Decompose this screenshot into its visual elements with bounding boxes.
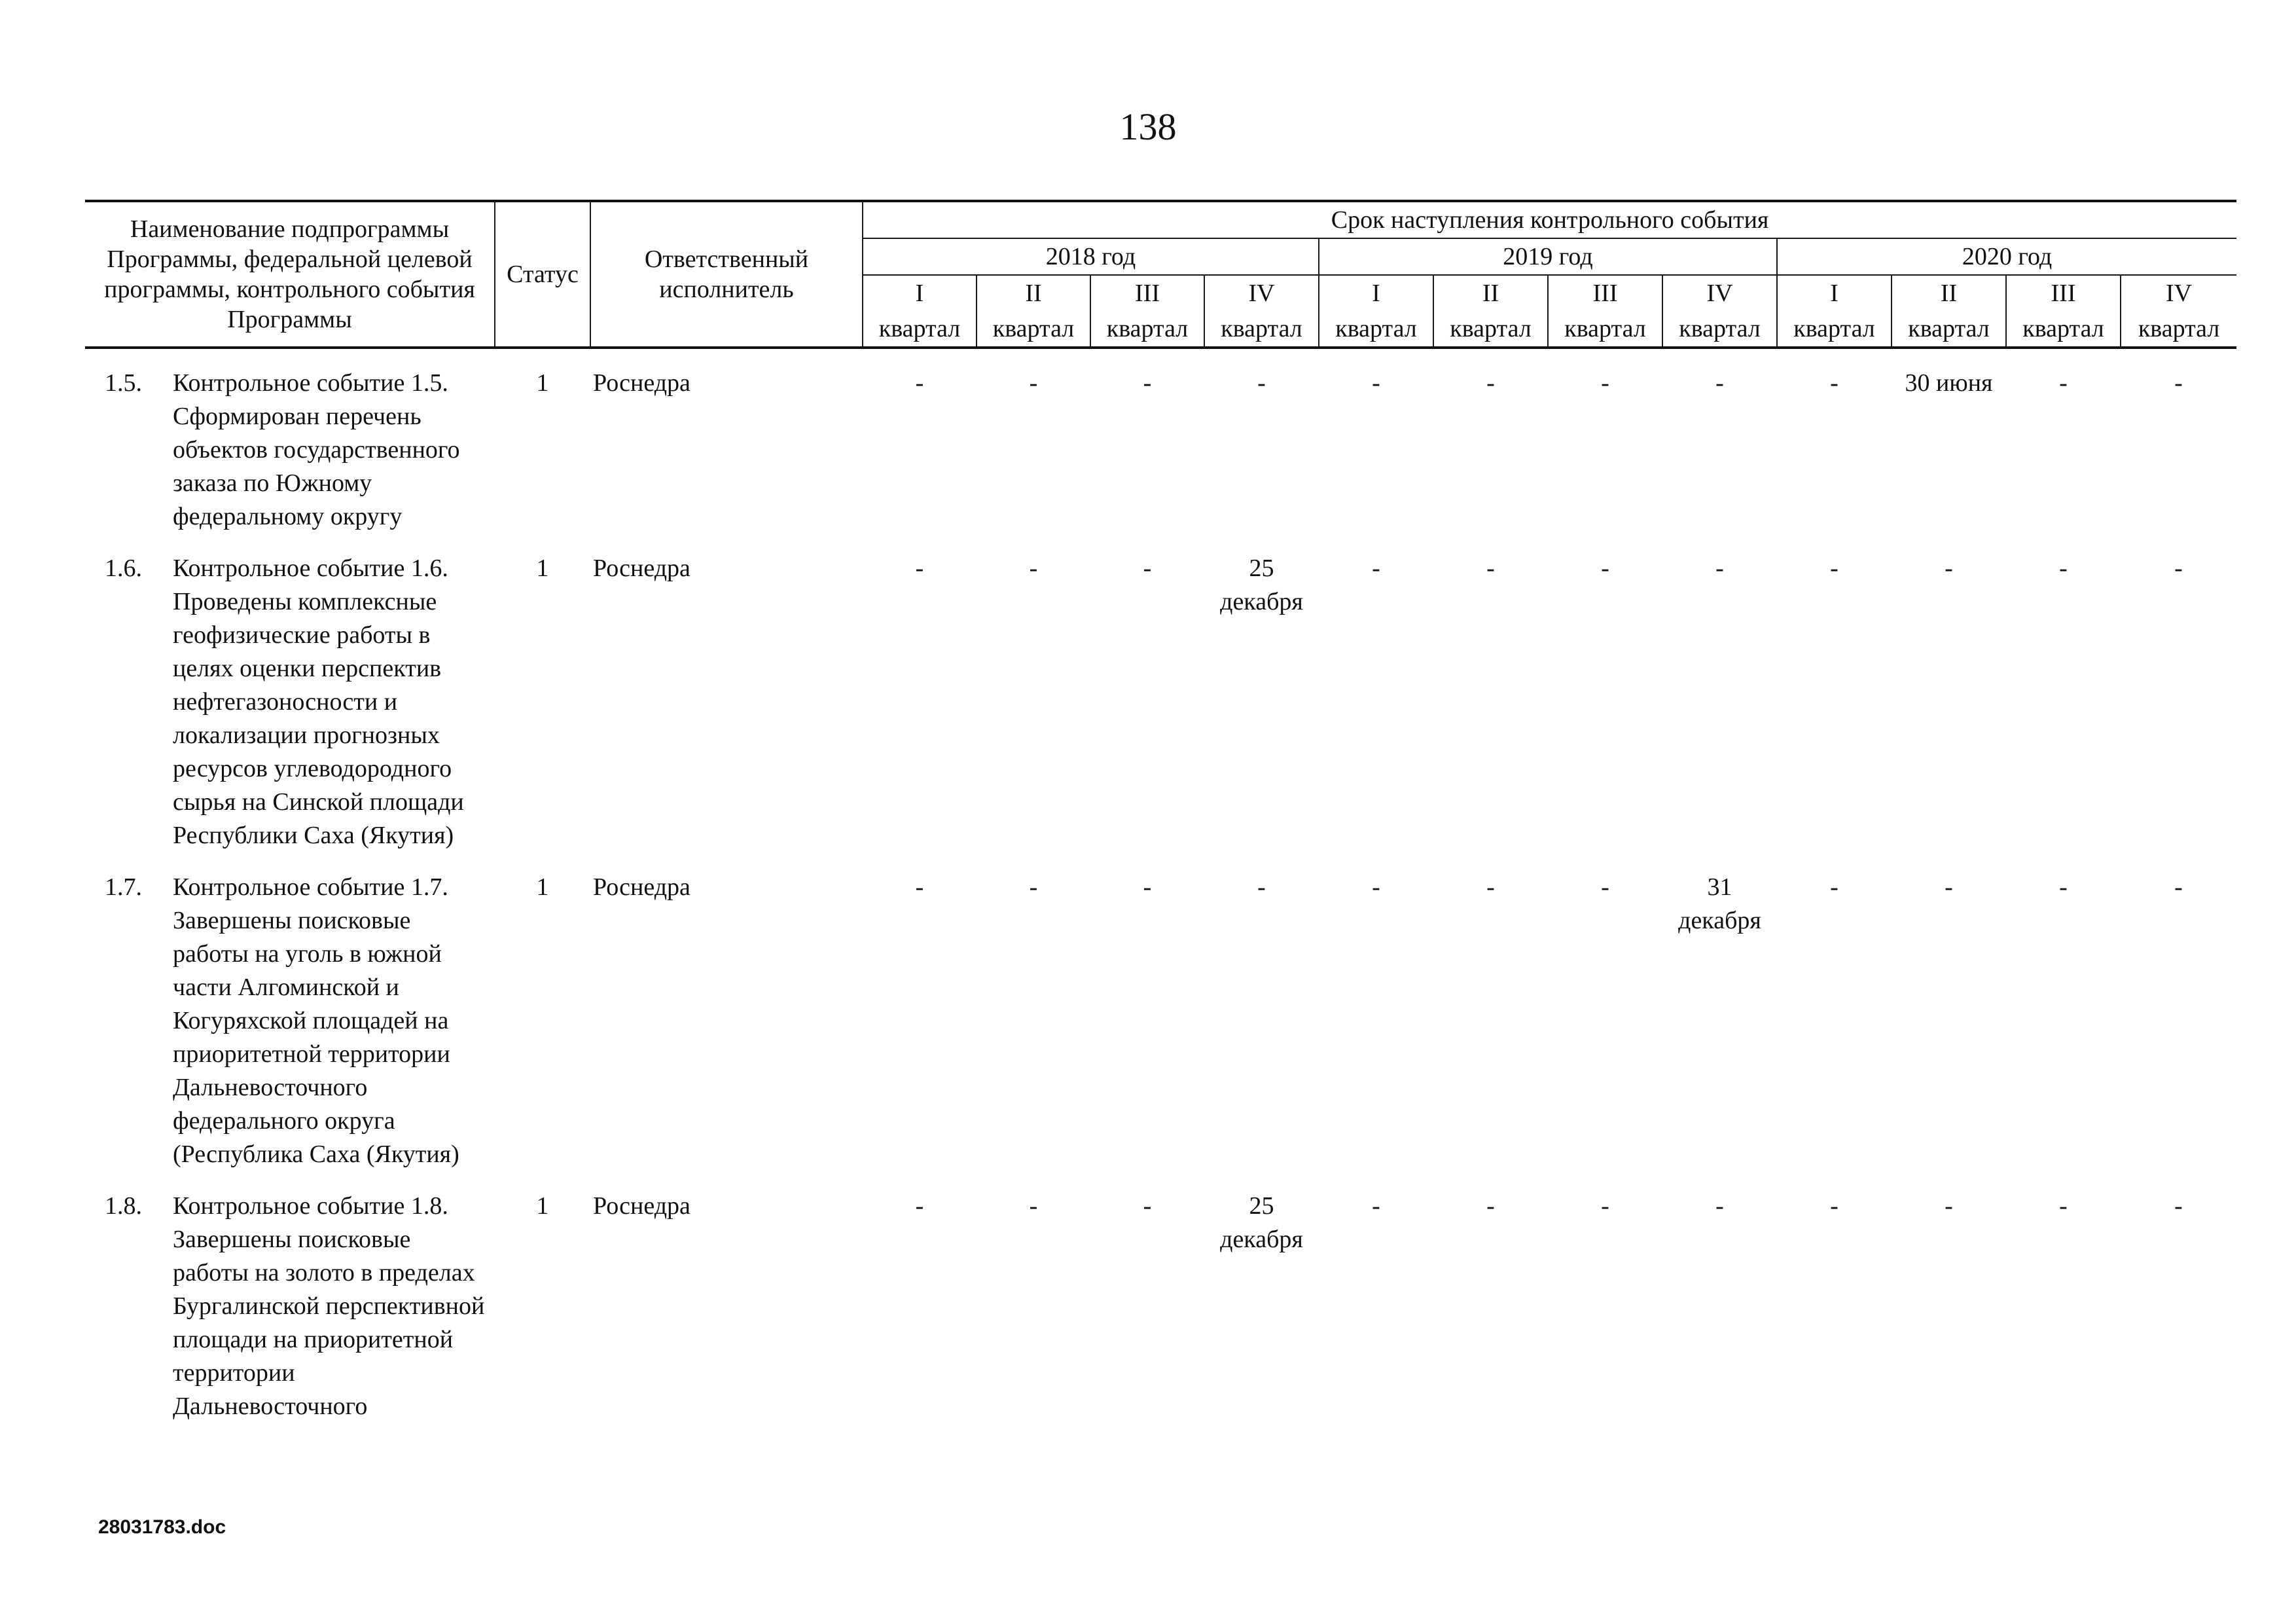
year-header: 2020 год: [1777, 238, 2236, 275]
quarter-cell: -: [915, 369, 924, 397]
quarter-cell: -: [1029, 873, 1038, 901]
quarter-cell: -: [1486, 1192, 1495, 1220]
quarter-number-header: III: [1090, 275, 1204, 311]
quarter-cell: -: [1143, 369, 1152, 397]
quarter-number-header: II: [1892, 275, 2006, 311]
table-row: [85, 1190, 2236, 1442]
quarter-cell: 31 декабря: [1678, 873, 1761, 934]
quarter-number-header: I: [1777, 275, 1892, 311]
events-table: [85, 367, 2236, 1442]
event-name: Контрольное событие 1.8. Завершены поисковые работы на золото в пределах Бургалинской перспективной площади на приоритетной территории Дальневосточного: [173, 1192, 485, 1420]
quarter-cell: -: [2174, 873, 2183, 901]
responsible-executor: Роснедра: [593, 555, 691, 582]
quarter-cell: -: [1830, 555, 1839, 582]
quarter-cell: -: [1029, 1192, 1038, 1220]
row-number: 1.5.: [105, 369, 142, 397]
quarter-number-header: IV: [2121, 275, 2236, 311]
quarter-cell: -: [2174, 555, 2183, 582]
quarter-cell: -: [1715, 555, 1724, 582]
quarter-cell: -: [1945, 873, 1953, 901]
year-header: 2018 год: [863, 238, 1319, 275]
quarter-cell: -: [915, 1192, 924, 1220]
quarter-cell: 25 декабря: [1220, 1192, 1303, 1253]
event-name: Контрольное событие 1.6. Проведены комплексные геофизические работы в целях оценки перспектив нефтегазоносности и локализации прогнозных ресурсов углеводородного сырья на Синской площади Республики Саха (Якутия): [173, 555, 464, 849]
page-number: 138: [1119, 105, 1177, 148]
table-row: [85, 871, 2236, 1190]
quarter-cell: 25 декабря: [1220, 555, 1303, 615]
quarter-number-header: III: [1548, 275, 1662, 311]
row-number: 1.6.: [105, 555, 142, 582]
quarter-number-header: I: [1319, 275, 1433, 311]
quarter-cell: -: [1029, 555, 1038, 582]
quarter-cell: 30 июня: [1905, 369, 1993, 397]
quarter-number-header: IV: [1204, 275, 1319, 311]
quarter-cell: -: [1830, 1192, 1839, 1220]
quarter-number-header: II: [1433, 275, 1548, 311]
quarter-cell: -: [915, 873, 924, 901]
quarter-cell: -: [1601, 555, 1609, 582]
responsible-column-header: Ответственный исполнитель: [590, 201, 863, 348]
quarter-label-header: квартал: [1090, 311, 1204, 348]
quarter-cell: -: [1029, 369, 1038, 397]
event-status: 1: [536, 873, 549, 901]
quarter-label-header: квартал: [2006, 311, 2121, 348]
quarter-cell: -: [1945, 555, 1953, 582]
event-name: Контрольное событие 1.7. Завершены поисковые работы на уголь в южной части Алгоминской и Когуряхской площадей на приоритетной территории Дальневосточного федерального округа (Республика Саха (Якутия): [173, 873, 459, 1168]
quarter-label-header: квартал: [1433, 311, 1548, 348]
event-status: 1: [536, 1192, 549, 1220]
quarter-cell: -: [2059, 873, 2068, 901]
quarter-number-header: II: [977, 275, 1090, 311]
quarter-cell: -: [2174, 369, 2183, 397]
event-name: Контрольное событие 1.5. Сформирован перечень объектов государственного заказа по Южному федеральному округу: [173, 369, 460, 530]
event-status: 1: [536, 369, 549, 397]
quarter-label-header: квартал: [1662, 311, 1777, 348]
quarter-cell: -: [1830, 369, 1839, 397]
quarter-cell: -: [2059, 369, 2068, 397]
quarter-cell: -: [1143, 1192, 1152, 1220]
quarter-cell: -: [2059, 555, 2068, 582]
status-column-header: Статус: [495, 201, 590, 348]
quarter-cell: -: [1715, 369, 1724, 397]
quarter-cell: -: [1372, 873, 1380, 901]
document-file-id: 28031783.doc: [98, 1516, 226, 1538]
row-number: 1.8.: [105, 1192, 142, 1220]
quarter-cell: -: [2174, 1192, 2183, 1220]
quarter-cell: -: [1601, 369, 1609, 397]
quarter-label-header: квартал: [1204, 311, 1319, 348]
quarter-cell: -: [1601, 873, 1609, 901]
quarter-cell: -: [2059, 1192, 2068, 1220]
table-row: [85, 367, 2236, 552]
responsible-executor: Роснедра: [593, 1192, 691, 1220]
event-status: 1: [536, 555, 549, 582]
quarter-number-header: I: [863, 275, 977, 311]
quarter-label-header: квартал: [2121, 311, 2236, 348]
quarter-label-header: квартал: [1777, 311, 1892, 348]
quarter-label-header: квартал: [1892, 311, 2006, 348]
quarter-cell: -: [1372, 1192, 1380, 1220]
quarter-cell: -: [1486, 555, 1495, 582]
quarter-label-header: квартал: [977, 311, 1090, 348]
quarter-label-header: квартал: [1548, 311, 1662, 348]
year-header: 2019 год: [1319, 238, 1777, 275]
table-row: [85, 552, 2236, 871]
quarter-cell: -: [1486, 369, 1495, 397]
deadline-group-header: Срок наступления контрольного события: [863, 201, 2236, 238]
responsible-executor: Роснедра: [593, 369, 691, 397]
quarter-cell: -: [1257, 873, 1266, 901]
quarter-cell: -: [1143, 555, 1152, 582]
name-column-header: Наименование подпрограммы Программы, федеральной целевой программы, контрольного события Программы: [85, 201, 495, 348]
quarter-label-header: квартал: [863, 311, 977, 348]
quarter-cell: -: [1601, 1192, 1609, 1220]
quarter-cell: -: [1830, 873, 1839, 901]
quarter-cell: -: [1486, 873, 1495, 901]
quarter-number-header: III: [2006, 275, 2121, 311]
table-header: [85, 200, 2236, 349]
quarter-cell: -: [1143, 873, 1152, 901]
quarter-cell: -: [1257, 369, 1266, 397]
quarter-cell: -: [1372, 555, 1380, 582]
responsible-executor: Роснедра: [593, 873, 691, 901]
quarter-cell: -: [1372, 369, 1380, 397]
row-number: 1.7.: [105, 873, 142, 901]
quarter-cell: -: [1715, 1192, 1724, 1220]
quarter-number-header: IV: [1662, 275, 1777, 311]
quarter-label-header: квартал: [1319, 311, 1433, 348]
quarter-cell: -: [1945, 1192, 1953, 1220]
quarter-cell: -: [915, 555, 924, 582]
